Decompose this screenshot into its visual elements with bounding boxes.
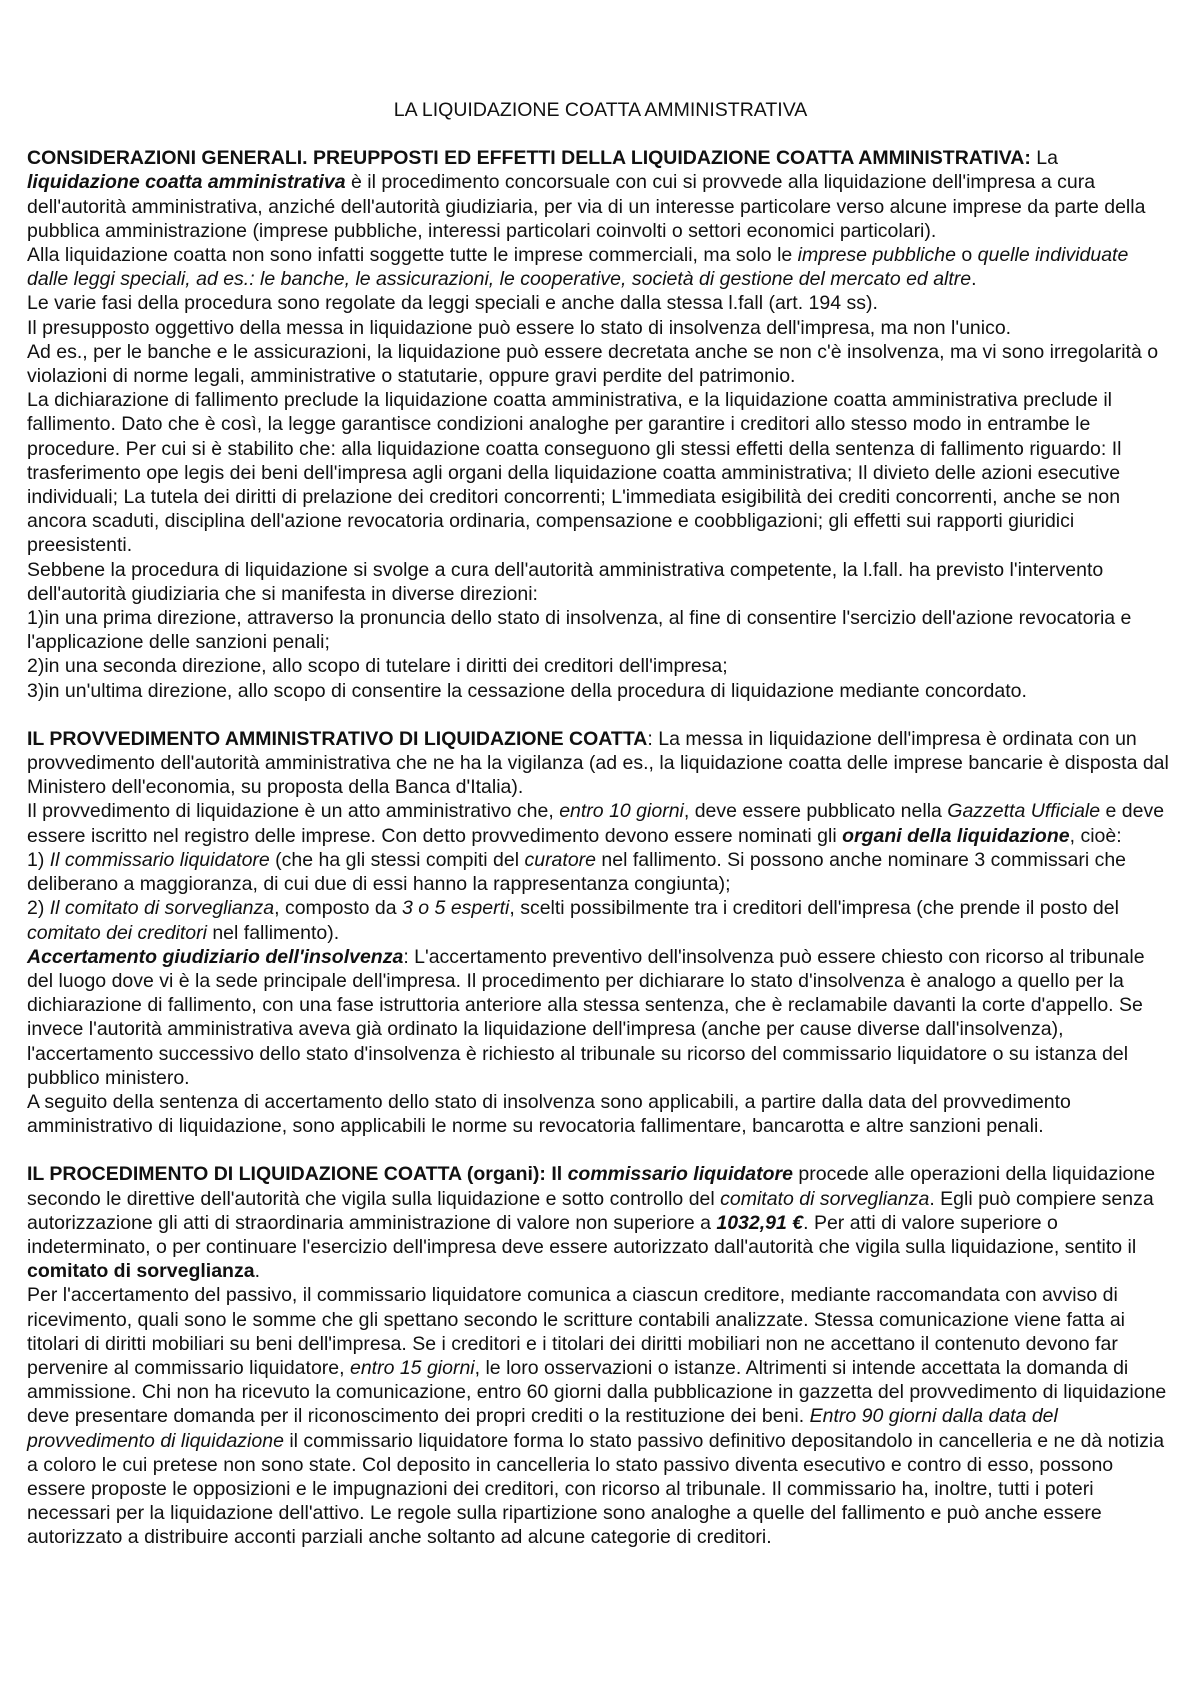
- paragraph: A seguito della sentenza di accertamento dello stato di insolvenza sono applicabili, a partire dalla data del provvedimento amministrativo di liquidazione, sono applicabili le norme su revocatoria fallimentare, bancarotta e altre sanzioni penali.: [27, 1090, 1071, 1138]
- paragraph: La dichiarazione di fallimento preclude la liquidazione coatta amministrativa, e la liquidazione coatta amministrativa preclude il fallimento. Dato che è così, la legge garantisce condizioni analoghe per garantire i creditori allo stesso modo in entrambe le procedure. Per cui si è stabilito che: alla liquidazione coatta conseguono gli stessi effetti della sentenza di fallimento riguardo: Il trasferimento ope legis dei beni dell'impresa agli organi della liquidazione coatta amministrativa; Il divieto delle azioni esecutive individuali; La tutela dei diritti di prelazione dei creditori concorrenti; L'immediata esigibilità dei crediti concorrenti, anche se non ancora scaduti, disciplina dell'azione revocatoria ordinaria, compensazione e coobbligazioni; gli effetti sui rapporti giuridici preesistenti.: [27, 389, 1122, 557]
- section-heading: IL PROVVEDIMENTO AMMINISTRATIVO DI LIQUIDAZIONE COATTA: [27, 727, 648, 750]
- paragraph: Per l'accertamento del passivo, il commissario liquidatore comunica a ciascun creditore, mediante raccomandata con avviso di ricevimento, quali sono le somme che gli spettano secondo le scritture contabili analizzate. Stessa comunicazione viene fatta ai titolari di diritti mobiliari su beni dell'impresa. Se i creditori e i titolari dei diritti mobiliari non ne accettano il contenuto devono far pervenire al commissario liquidatore, entro 15 giorni, le loro osservazioni o istanze. Altrimenti si intende accettata la domanda di ammissione. Chi non ha ricevuto la comunicazione, entro 60 giorni dalla pubblicazione in gazzetta del provvedimento di liquidazione deve presentare domanda per il riconoscimento dei propri crediti o la restituzione dei beni. Entro 90 giorni dalla data del provvedimento di liquidazione il commissario liquidatore forma lo stato passivo definitivo depositandolo in cancelleria e ne dà notizia a coloro le cui pretese non sono state. Col deposito in cancelleria lo stato passivo diventa esecutivo e contro di esso, possono essere proposte le opposizioni e le impugnazioni dei creditori, con ricorso al tribunale. Il commissario ha, inoltre, tutti i poteri necessari per la liquidazione dell'attivo. Le regole sulla ripartizione sono analoghe a quelle del fallimento e può anche essere autorizzato a distribuire acconti parziali anche soltanto ad alcune categorie di creditori.: [27, 1284, 1167, 1549]
- paragraph: Alla liquidazione coatta non sono infatti soggette tutte le imprese commerciali, ma solo le imprese pubbliche o quelle individuate dalle leggi speciali, ad es.: le banche, le assicurazioni, le cooperative, società di gestione del mercato ed altre.: [27, 244, 1129, 291]
- paragraph: IL PROVVEDIMENTO AMMINISTRATIVO DI LIQUIDAZIONE COATTA: La messa in liquidazione dell'impresa è ordinata con un provvedimento dell'autorità amministrativa che ne ha la vigilanza (ad es., la liquidazione coatta delle imprese bancarie è disposta dal Ministero dell'economia, su proposta della Banca d'Italia).: [27, 727, 1169, 799]
- document-title: LA LIQUIDAZIONE COATTA AMMINISTRATIVA: [393, 99, 808, 121]
- section-considerazioni-generali: [27, 146, 1174, 703]
- paragraph: Sebbene la procedura di liquidazione si svolge a cura dell'autorità amministrativa competente, la l.fall. ha previsto l'intervento dell'autorità giudiziaria che si manifesta in diverse direzioni:: [27, 558, 1104, 605]
- list-item: 3)in un'ultima direzione, allo scopo di consentire la cessazione della procedura di liquidazione mediante concordato.: [27, 679, 1027, 702]
- paragraph: IL PROCEDIMENTO DI LIQUIDAZIONE COATTA (organi): Il commissario liquidatore procede alle operazioni della liquidazione secondo le direttive dell'autorità che vigila sulla liquidazione e sotto controllo del comitato di sorveglianza. Egli può compiere senza autorizzazione gli atti di straordinaria amministrazione di valore non superiore a 1032,91 €. Per atti di valore superiore o indeterminato, o per continuare l'esercizio dell'impresa deve essere autorizzato dall'autorità che vigila sulla liquidazione, sentito il comitato di sorveglianza.: [27, 1163, 1156, 1283]
- paragraph: Accertamento giudiziario dell'insolvenza: L'accertamento preventivo dell'insolvenza può essere chiesto con ricorso al tribunale del luogo dove vi è la sede principale dell'impresa. Il procedimento per dichiarare lo stato d'insolvenza è analogo a quello per la dichiarazione di fallimento, con una fase istruttoria anteriore alla stessa sentenza, che è reclamabile davanti la corte d'appello. Se invece l'autorità amministrativa aveva già ordinato la liquidazione dell'impresa (anche per cause diverse dall'insolvenza), l'accertamento successivo dello stato d'insolvenza è richiesto al tribunale su ricorso del commissario liquidatore o su istanza del pubblico ministero.: [27, 945, 1145, 1089]
- paragraph: Le varie fasi della procedura sono regolate da leggi speciali e anche dalla stessa l.fall (art. 194 ss).: [27, 292, 878, 315]
- list-item: 1) Il commissario liquidatore (che ha gli stessi compiti del curatore nel fallimento. Si possono anche nominare 3 commissari che deliberano a maggioranza, di cui due di essi hanno la rappresentanza congiunta);: [27, 848, 1127, 896]
- list-item: 2)in una seconda direzione, allo scopo di tutelare i diritti dei creditori dell'impresa;: [27, 655, 728, 678]
- paragraph: Ad es., per le banche e le assicurazioni, la liquidazione può essere decretata anche se non c'è insolvenza, ma vi sono irregolarità o violazioni di norme legali, amministrative o statutarie, oppure gravi perdite del patrimonio.: [27, 340, 1159, 388]
- paragraph: Il provvedimento di liquidazione è un atto amministrativo che, entro 10 giorni, deve essere pubblicato nella Gazzetta Ufficiale e deve essere iscritto nel registro delle imprese. Con detto provvedimento devono essere nominati gli organi della liquidazione, cioè:: [27, 800, 1165, 847]
- section-procedimento: [27, 1162, 1174, 1549]
- subheading: Accertamento giudiziario dell'insolvenza: [27, 945, 404, 968]
- paragraph: Il presupposto oggettivo della messa in liquidazione può essere lo stato di insolvenza dell'impresa, ma non l'unico.: [27, 316, 1012, 339]
- section-heading: IL PROCEDIMENTO DI LIQUIDAZIONE COATTA (organi): Il: [27, 1163, 568, 1186]
- section-heading: CONSIDERAZIONI GENERALI. PREUPPOSTI ED EFFETTI DELLA LIQUIDAZIONE COATTA AMMINISTRATIVA:: [27, 147, 1031, 170]
- list-item: 2) Il comitato di sorveglianza, composto da 3 o 5 esperti, scelti possibilmente tra i creditori dell'impresa (che prende il posto del comitato dei creditori nel fallimento).: [27, 897, 1119, 944]
- list-item: 1)in una prima direzione, attraverso la pronuncia dello stato di insolvenza, al fine di consentire l'sercizio dell'azione revocatoria e l'applicazione delle sanzioni penali;: [27, 607, 1132, 654]
- paragraph: CONSIDERAZIONI GENERALI. PREUPPOSTI ED EFFETTI DELLA LIQUIDAZIONE COATTA AMMINISTRATIVA: La liquidazione coatta amministrativa è il procedimento concorsuale con cui si provvede alla liquidazione dell'impresa a cura dell'autorità amministrativa, anziché dell'autorità giudiziaria, per via di un interesse particolare verso alcune imprese da parte della pubblica amministrazione (imprese pubbliche, interessi particolari coinvolti o settori economici particolari).: [27, 147, 1146, 242]
- term: liquidazione coatta amministrativa: [27, 171, 346, 194]
- section-provvedimento: [27, 727, 1174, 1138]
